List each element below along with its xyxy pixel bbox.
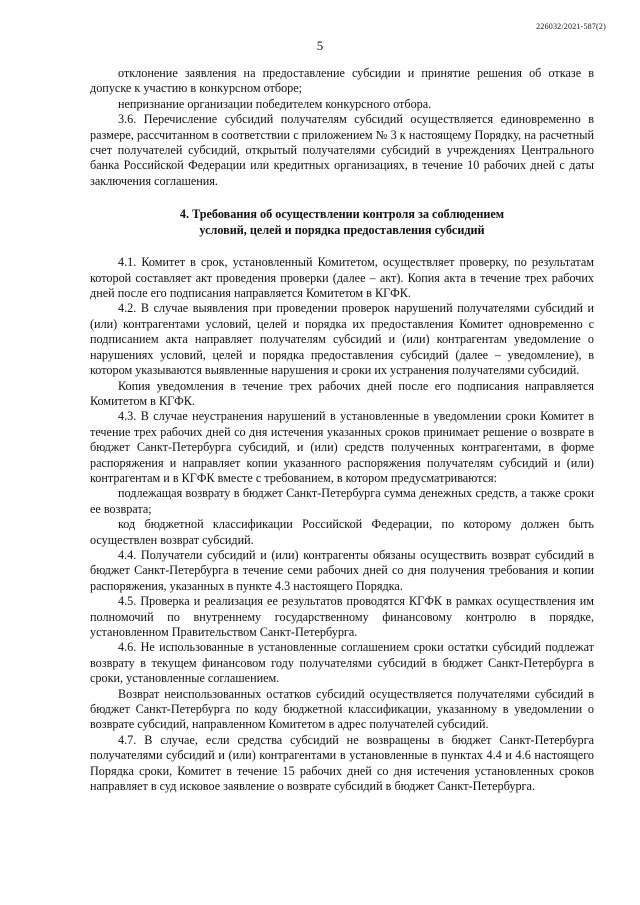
paragraph: 4.2. В случае выявления при проведении проверок нарушений получателями субсидий и (или) контрагентами условий, целей и порядка их предоставления Комитет одновременно с подписанием акта направляет получателям субсидий и (или) контрагентам уведомление о нарушениях условий, целей и порядка предоставления субсидий (далее – уведомление), в котором указываются выявленные нарушения и сроки их устранения получателями субсидий. [90, 301, 594, 378]
document-number: 226032/2021-587(2) [536, 22, 606, 31]
paragraph: Копия уведомления в течение трех рабочих дней после его подписания направляется Комитетом в КГФК. [90, 378, 594, 408]
document-body [90, 66, 594, 794]
paragraph: 4.1. Комитет в срок, установленный Комитетом, осуществляет проверку, по результатам которой составляет акт проведения проверки (далее – акт). Копия акта в течение трех рабочих дней после его подписания направляется Комитетом в КГФК. [90, 255, 594, 301]
paragraph: 3.6. Перечисление субсидий получателям субсидий осуществляется единовременно в размере, рассчитанном в соответствии с приложением № 3 к настоящему Порядку, на расчетный счет получателей субсидий, открытый получателями субсидий в учреждениях Центрального банка Российской Федерации или кредитных организациях, в течение 10 рабочих дней с даты заключения соглашения. [90, 112, 594, 188]
section-heading [90, 206, 594, 238]
paragraph: подлежащая возврату в бюджет Санкт-Петербурга сумма денежных средств, а также сроки ее возврата; [90, 486, 594, 516]
paragraph: 4.3. В случае неустранения нарушений в установленные в уведомлении сроки Комитет в течение трех рабочих дней со дня истечения указанных сроков принимает решение о возврате в бюджет Санкт-Петербурга субсидий, и (или) средств полученных контрагентами, в форме распоряжения и направляет копии указанного распоряжения получателям субсидий и (или) контрагентам и в КГФК вместе с требованием, в котором предусматриваются: [90, 409, 594, 485]
paragraph: 4.5. Проверка и реализация ее результатов проводятся КГФК в рамках осуществления им полномочий по внутреннему государственному финансовому контролю в порядке, установленном Правительством Санкт-Петербурга. [90, 594, 594, 639]
paragraph: 4.4. Получатели субсидий и (или) контрагенты обязаны осуществить возврат субсидий в бюджет Санкт-Петербурга в течение семи рабочих дней со дня получения требования и копии распоряжения, указанных в пункте 4.3 настоящего Порядка. [90, 547, 594, 593]
paragraph: 4.7. В случае, если средства субсидий не возвращены в бюджет Санкт-Петербурга получателями субсидий и (или) контрагентами в установленные в пунктах 4.4 и 4.6 настоящего Порядка сроки, Комитет в течение 15 рабочих дней со дня истечения установленных сроков направляет в суд исковое заявление о возврате субсидий в бюджет Санкт-Петербурга. [90, 732, 594, 794]
paragraph: код бюджетной классификации Российской Федерации, по которому должен быть осуществлен возврат субсидий. [90, 517, 594, 547]
paragraph: 4.6. Не использованные в установленные соглашением сроки остатки субсидий подлежат возврату в текущем финансовом году получателями субсидий в бюджет Санкт-Петербурга в сроки, установленные соглашением. [90, 640, 594, 686]
section-heading-line-1: 4. Требования об осуществлении контроля за соблюдением [179, 207, 505, 222]
section-heading-line-2: условий, целей и порядка предоставления субсидий [199, 223, 485, 238]
paragraph: отклонение заявления на предоставление субсидии и принятие решения об отказе в допуске к участию в конкурсном отборе; [90, 66, 594, 96]
page-number: 5 [316, 38, 324, 53]
paragraph: Возврат неиспользованных остатков субсидий осуществляется получателями субсидий в бюджет Санкт-Петербурга по коду бюджетной классификации, указанному в уведомлении о возврате субсидий, направленном Комитетом в адрес получателей субсидий. [90, 686, 594, 732]
paragraph: непризнание организации победителем конкурсного отбора. [118, 96, 432, 111]
